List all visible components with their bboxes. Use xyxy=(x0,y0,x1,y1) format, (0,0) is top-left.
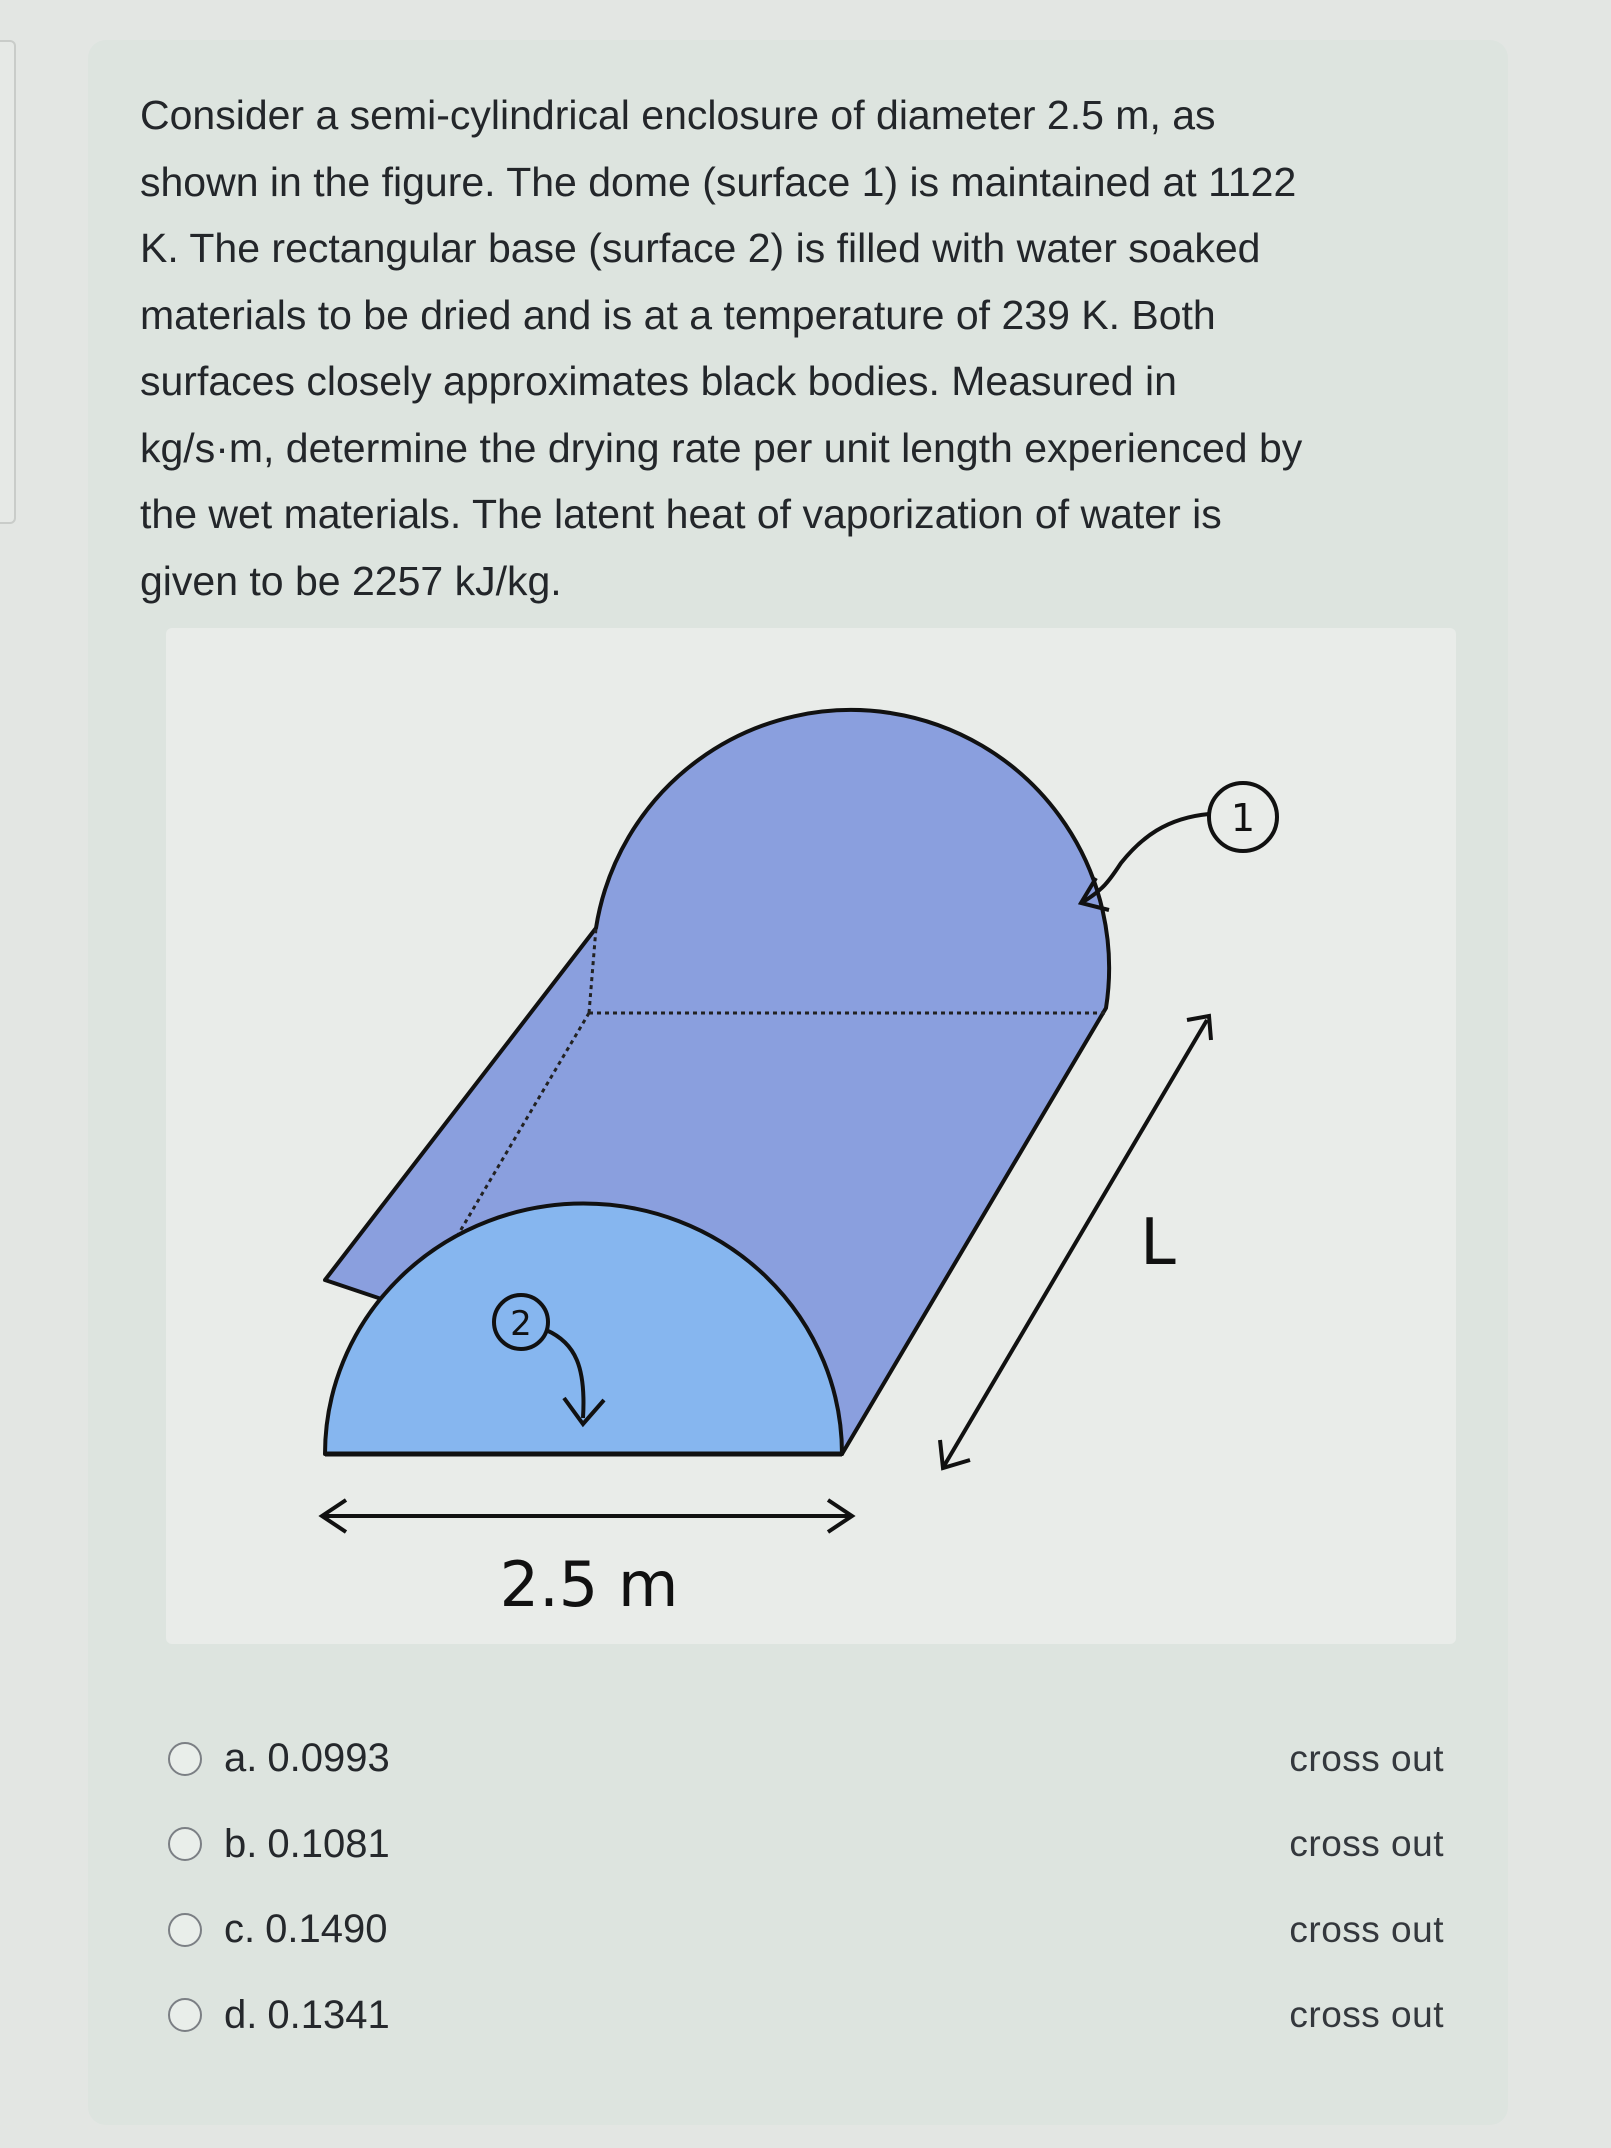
radio-button-b[interactable] xyxy=(168,1827,202,1861)
answer-options xyxy=(168,1716,1444,2058)
option-letter: a. xyxy=(224,1736,258,1781)
option-d[interactable] xyxy=(168,1973,1444,2059)
option-letter: c. xyxy=(224,1907,256,1952)
surface-1-label: 1 xyxy=(1230,796,1256,840)
figure-panel xyxy=(166,628,1456,1644)
cross-out-button[interactable]: cross out xyxy=(1289,1737,1444,1779)
cross-out-button[interactable]: cross out xyxy=(1289,1994,1444,2036)
cross-out-button[interactable]: cross out xyxy=(1289,1908,1444,1950)
surface-1-arrow xyxy=(1081,814,1209,903)
option-value: 0.0993 xyxy=(267,1736,390,1781)
option-b[interactable] xyxy=(168,1802,1444,1888)
option-value: 0.1341 xyxy=(267,1992,390,2037)
radio-button-a[interactable] xyxy=(168,1742,202,1776)
option-value: 0.1490 xyxy=(265,1907,388,1952)
option-a[interactable] xyxy=(168,1716,1444,1802)
semi-cylinder-diagram xyxy=(166,628,1456,1644)
surface-2-label: 2 xyxy=(510,1304,532,1344)
option-value: 0.1081 xyxy=(267,1821,390,1866)
radio-button-d[interactable] xyxy=(168,1998,202,2032)
option-letter: b. xyxy=(224,1821,258,1866)
radio-button-c[interactable] xyxy=(168,1913,202,1947)
cross-out-button[interactable]: cross out xyxy=(1289,1823,1444,1865)
option-c[interactable] xyxy=(168,1887,1444,1973)
window-edge xyxy=(0,40,16,524)
question-text: Consider a semi-cylindrical enclosure of diameter 2.5 m, as shown in the figure. The dome (surface 1) is maintained at 1122 K. The rectangular base (surface 2) is filled with water soaked materials to be dried and is at a temperature of 239 K. Both surfaces closely approximates black bodies. Measured in kg/s·m, determine the drying rate per unit length experienced by the wet materials. The latent heat of vaporization of water is given to be 2257 kJ/kg. xyxy=(140,92,1303,604)
length-label: L xyxy=(1140,1206,1176,1280)
diameter-label: 2.5 m xyxy=(499,1548,679,1621)
option-letter: d. xyxy=(224,1992,258,2037)
